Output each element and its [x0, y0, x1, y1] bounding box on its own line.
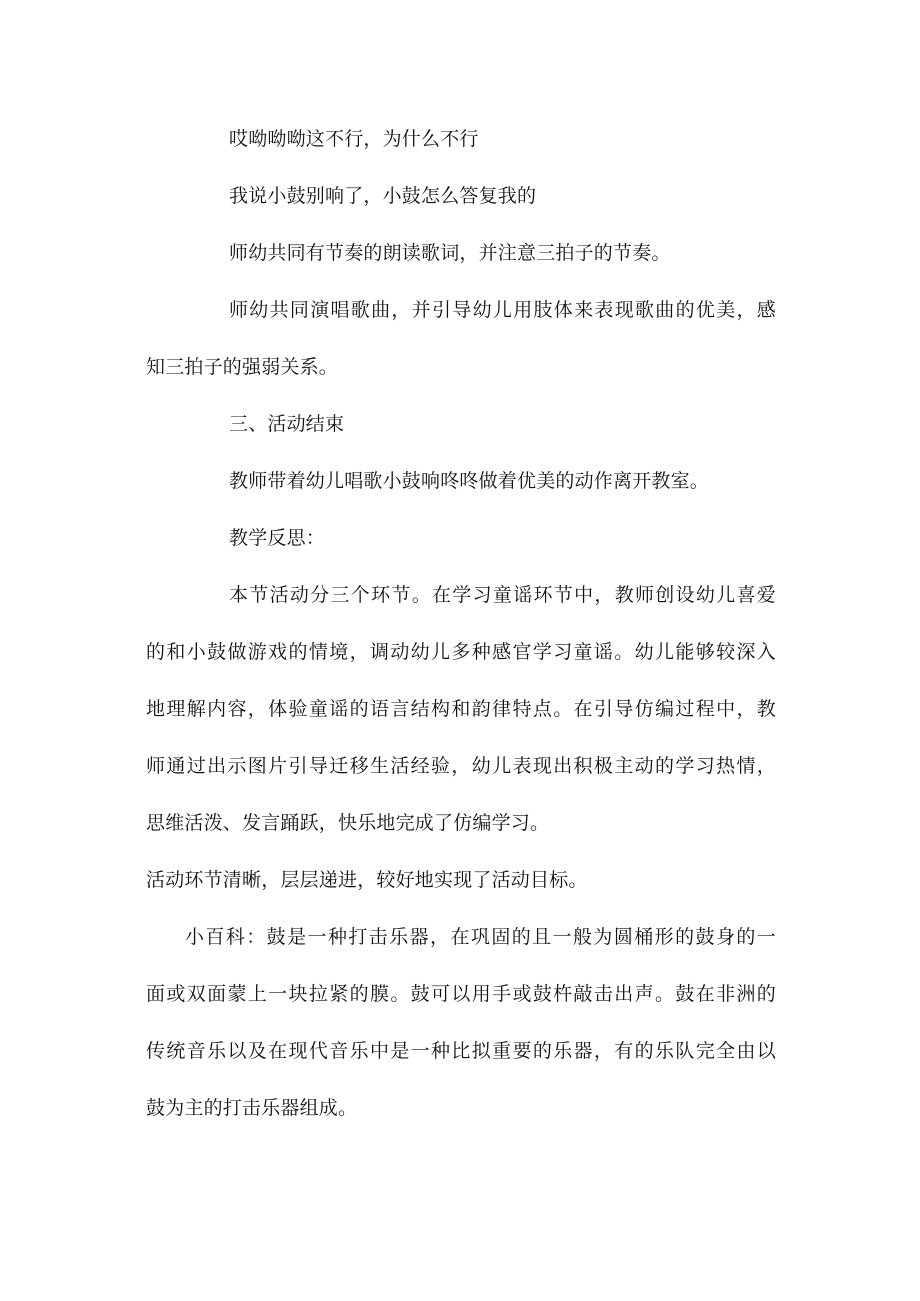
text-line: 师通过出示图片引导迁移生活经验，幼儿表现出积极主动的学习热情，: [146, 755, 776, 777]
text-line: 思维活泼、发言踊跃，快乐地完成了仿编学习。: [146, 812, 550, 834]
text-line: 师幼共同有节奏的朗读歌词，并注意三拍子的节奏。: [229, 242, 671, 264]
text-line: 鼓为主的打击乐器组成。: [146, 1097, 358, 1119]
text-line: 教师带着幼儿唱歌小鼓响咚咚做着优美的动作离开教室。: [229, 470, 710, 492]
paragraph-first-line: 师幼共同演唱歌曲，并引导幼儿用肢体来表现歌曲的优美，感: [229, 299, 776, 321]
section-heading: 三、活动结束: [229, 413, 345, 435]
section-heading: 教学反思：: [229, 527, 326, 549]
text-line: 面或双面蒙上一块拉紧的膜。鼓可以用手或鼓杵敲击出声。鼓在非洲的: [146, 983, 776, 1005]
text-line: 的和小鼓做游戏的情境，调动幼儿多种感官学习童谣。幼儿能够较深入: [146, 641, 776, 663]
text-line: 哎呦呦呦这不行，为什么不行: [229, 128, 479, 150]
text-line: 传统音乐以及在现代音乐中是一种比拟重要的乐器，有的乐队完全由以: [146, 1040, 776, 1062]
text-line: 知三拍子的强弱关系。: [146, 356, 339, 378]
paragraph-first-line: 小百科：鼓是一种打击乐器，在巩固的且一般为圆桶形的鼓身的一: [185, 926, 776, 948]
text-line: 我说小鼓别响了，小鼓怎么答复我的: [229, 185, 537, 207]
text-line: 地理解内容，体验童谣的语言结构和韵律特点。在引导仿编过程中，教: [146, 698, 776, 720]
paragraph-first-line: 本节活动分三个环节。在学习童谣环节中，教师创设幼儿喜爱: [229, 584, 776, 606]
text-line: 活动环节清晰，层层递进，较好地实现了活动目标。: [146, 869, 588, 891]
